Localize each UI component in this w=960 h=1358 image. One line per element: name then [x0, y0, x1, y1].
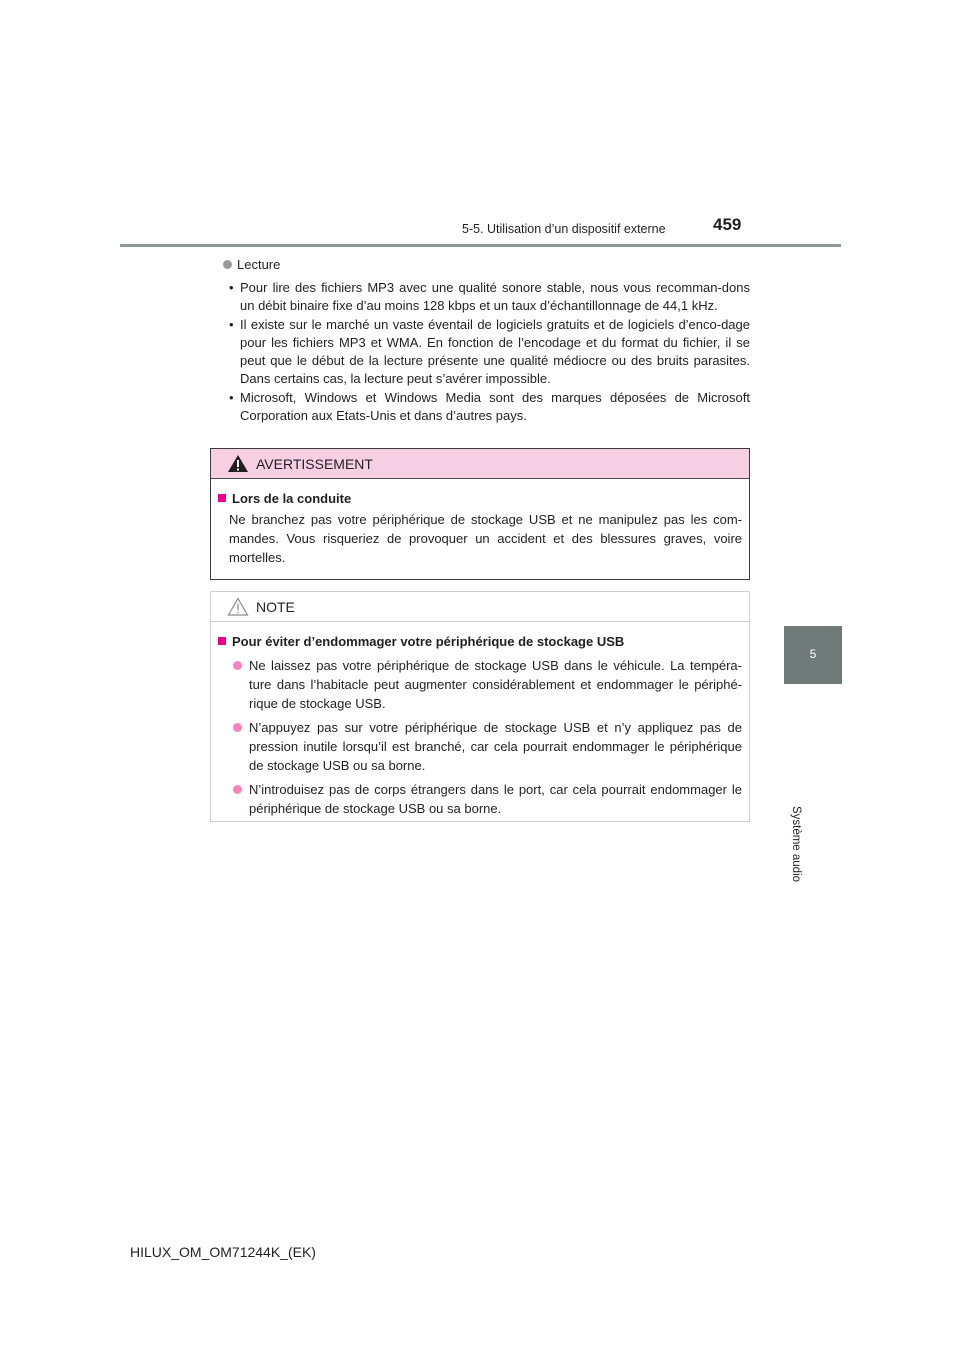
note-item-text: N’appuyez pas sur votre périphérique de stockage USB et n’y appliquez pas de pression inutile lorsqu’il est branché, car cela pourrait endommager le périphérique de stockage USB ou sa borne. [249, 720, 742, 773]
warning-text: Ne branchez pas votre périphérique de stockage USB et ne manipulez pas les com-mandes. Vous risqueriez de provoquer un accident et des blessures graves, voire mortelles. [229, 512, 742, 565]
caution-triangle-outline-icon [227, 597, 249, 616]
list-item [228, 656, 742, 713]
list-item [228, 780, 742, 818]
note-title: NOTE [256, 598, 295, 615]
playback-heading [223, 255, 750, 273]
square-bullet-icon [218, 494, 226, 502]
note-subhead [218, 631, 742, 651]
bullet-dot-icon [223, 260, 232, 269]
page-number: 459 [713, 215, 742, 234]
warning-box [210, 448, 750, 580]
header-rule [120, 244, 841, 247]
bullet-dot-icon [233, 723, 242, 732]
document-code: HILUX_OM_OM71244K_(EK) [130, 1244, 316, 1260]
list-item [228, 718, 742, 775]
warning-title: AVERTISSEMENT [256, 455, 373, 472]
list-item: • Pour lire des fichiers MP3 avec une qualité sonore stable, nous vous recomman-dons un débit binaire fixe d’au moins 128 kbps et un taux d’échantillonnage de 44,1 kHz. [229, 279, 750, 316]
note-box-header [211, 592, 749, 622]
bullet-dot-icon [233, 661, 242, 670]
note-box-body [211, 622, 749, 818]
list-item: • Microsoft, Windows et Windows Media sont des marques déposées de Microsoft Corporation aux Etats-Unis et dans d’autres pays. [229, 389, 750, 426]
playback-list [229, 279, 750, 425]
chapter-tab[interactable] [784, 626, 842, 684]
chapter-side-label [781, 781, 811, 911]
warning-subhead [218, 488, 742, 508]
warning-triangle-icon [227, 454, 249, 473]
list-item: • Il existe sur le marché un vaste éventail de logiciels gratuits et de logiciels d’enco-dage pour les fichiers MP3 et WMA. En fonction de l’encodage et du format du fichier, il se peut que le début de la lecture présente une qualité médiocre ou des bruits parasites. Dans certains cas, la lecture peut s’avérer impossible. [229, 316, 750, 389]
section-title: 5-5. Utilisation d’un dispositif externe [462, 222, 666, 236]
chapter-tab-number: 5 [809, 647, 817, 661]
note-list [218, 656, 742, 818]
warning-subhead-text: Lors de la conduite [232, 490, 352, 506]
bullet-dot-icon [233, 785, 242, 794]
note-box [210, 591, 750, 822]
chapter-side-label-text: Système audio [790, 805, 802, 883]
square-bullet-icon [218, 637, 226, 645]
note-subhead-text: Pour éviter d’endommager votre périphérique de stockage USB [232, 633, 625, 649]
note-item-text: N’introduisez pas de corps étrangers dans le port, car cela pourrait endommager le périphérique de stockage USB ou sa borne. [249, 782, 742, 816]
warning-box-body [211, 479, 749, 567]
playback-section [210, 255, 750, 425]
note-item-text: Ne laissez pas votre périphérique de stockage USB dans le véhicule. La tempéra-ture dans l’habitacle peut augmenter considérablement et endommager le périphé-rique de stockage USB. [249, 658, 742, 711]
playback-heading-text: Lecture [237, 256, 281, 272]
warning-box-header [211, 449, 749, 479]
